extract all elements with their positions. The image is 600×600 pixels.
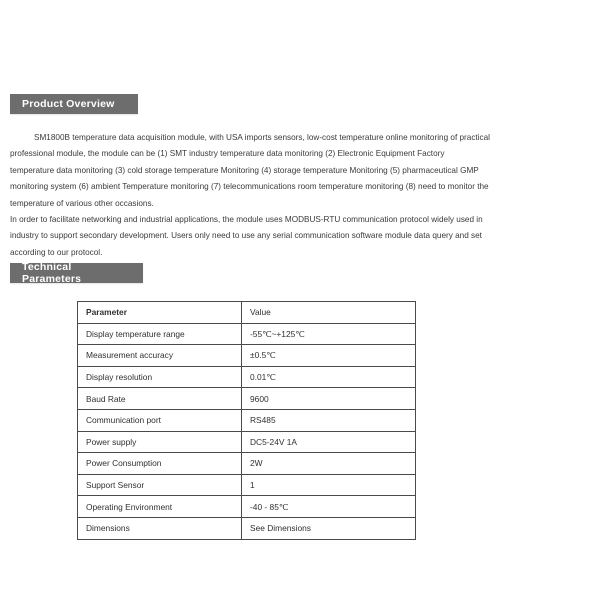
technical-parameters-table [77, 301, 416, 540]
cell-parameter: Dimensions [78, 517, 242, 539]
cell-parameter: Display resolution [78, 366, 242, 388]
cell-value: RS485 [242, 409, 416, 431]
cell-parameter: Power supply [78, 431, 242, 453]
section-badge-label: Technical Parameters [22, 261, 82, 285]
table-row [78, 517, 416, 539]
table-row [78, 431, 416, 453]
overview-paragraph-1: SM1800B temperature data acquisition module, with USA imports sensors, low-cost temperature online monitoring of practical professional module, the module can be (1) SMT industry temperature data monitoring (2) Electronic Equipment Factory temperature data monitoring (3) cold storage temperature Monitoring (4) storage temperature Monitoring (5) pharmaceutical GMP monitoring system (6) ambient Temperature monitoring (7) telecommunications room temperature monitoring (8) need to monitor the temperature of various other occasions. [10, 133, 490, 208]
cell-parameter: Measurement accuracy [78, 345, 242, 367]
section-badge-technical-parameters [10, 263, 143, 283]
cell-parameter: Communication port [78, 409, 242, 431]
table-body [78, 323, 416, 539]
table-row [78, 366, 416, 388]
table-header [78, 302, 416, 324]
table-header-row [78, 302, 416, 324]
section-badge-label: Product Overview [22, 98, 115, 110]
table-row [78, 388, 416, 410]
cell-value: 0.01℃ [242, 366, 416, 388]
table-row [78, 409, 416, 431]
table-row [78, 474, 416, 496]
cell-parameter: Operating Environment [78, 496, 242, 518]
cell-value: DC5-24V 1A [242, 431, 416, 453]
cell-value: -55℃~+125℃ [242, 323, 416, 345]
cell-value: ±0.5℃ [242, 345, 416, 367]
cell-value: 2W [242, 453, 416, 475]
cell-value: -40 - 85℃ [242, 496, 416, 518]
column-header-value: Value [242, 302, 416, 324]
table-row [78, 496, 416, 518]
cell-value: 1 [242, 474, 416, 496]
section-badge-product-overview [10, 94, 138, 114]
table-row [78, 345, 416, 367]
cell-value: See Dimensions [242, 517, 416, 539]
product-overview-text [10, 130, 490, 261]
cell-parameter: Display temperature range [78, 323, 242, 345]
overview-paragraph-2: In order to facilitate networking and industrial applications, the module uses MODBUS-RTU communication protocol widely used in industry to support secondary development. Users only need to use any serial communication software module data query and set according to our protocol. [10, 215, 483, 257]
cell-parameter: Baud Rate [78, 388, 242, 410]
table-row [78, 323, 416, 345]
cell-parameter: Support Sensor [78, 474, 242, 496]
cell-parameter: Power Consumption [78, 453, 242, 475]
cell-value: 9600 [242, 388, 416, 410]
column-header-parameter: Parameter [78, 302, 242, 324]
table-row [78, 453, 416, 475]
